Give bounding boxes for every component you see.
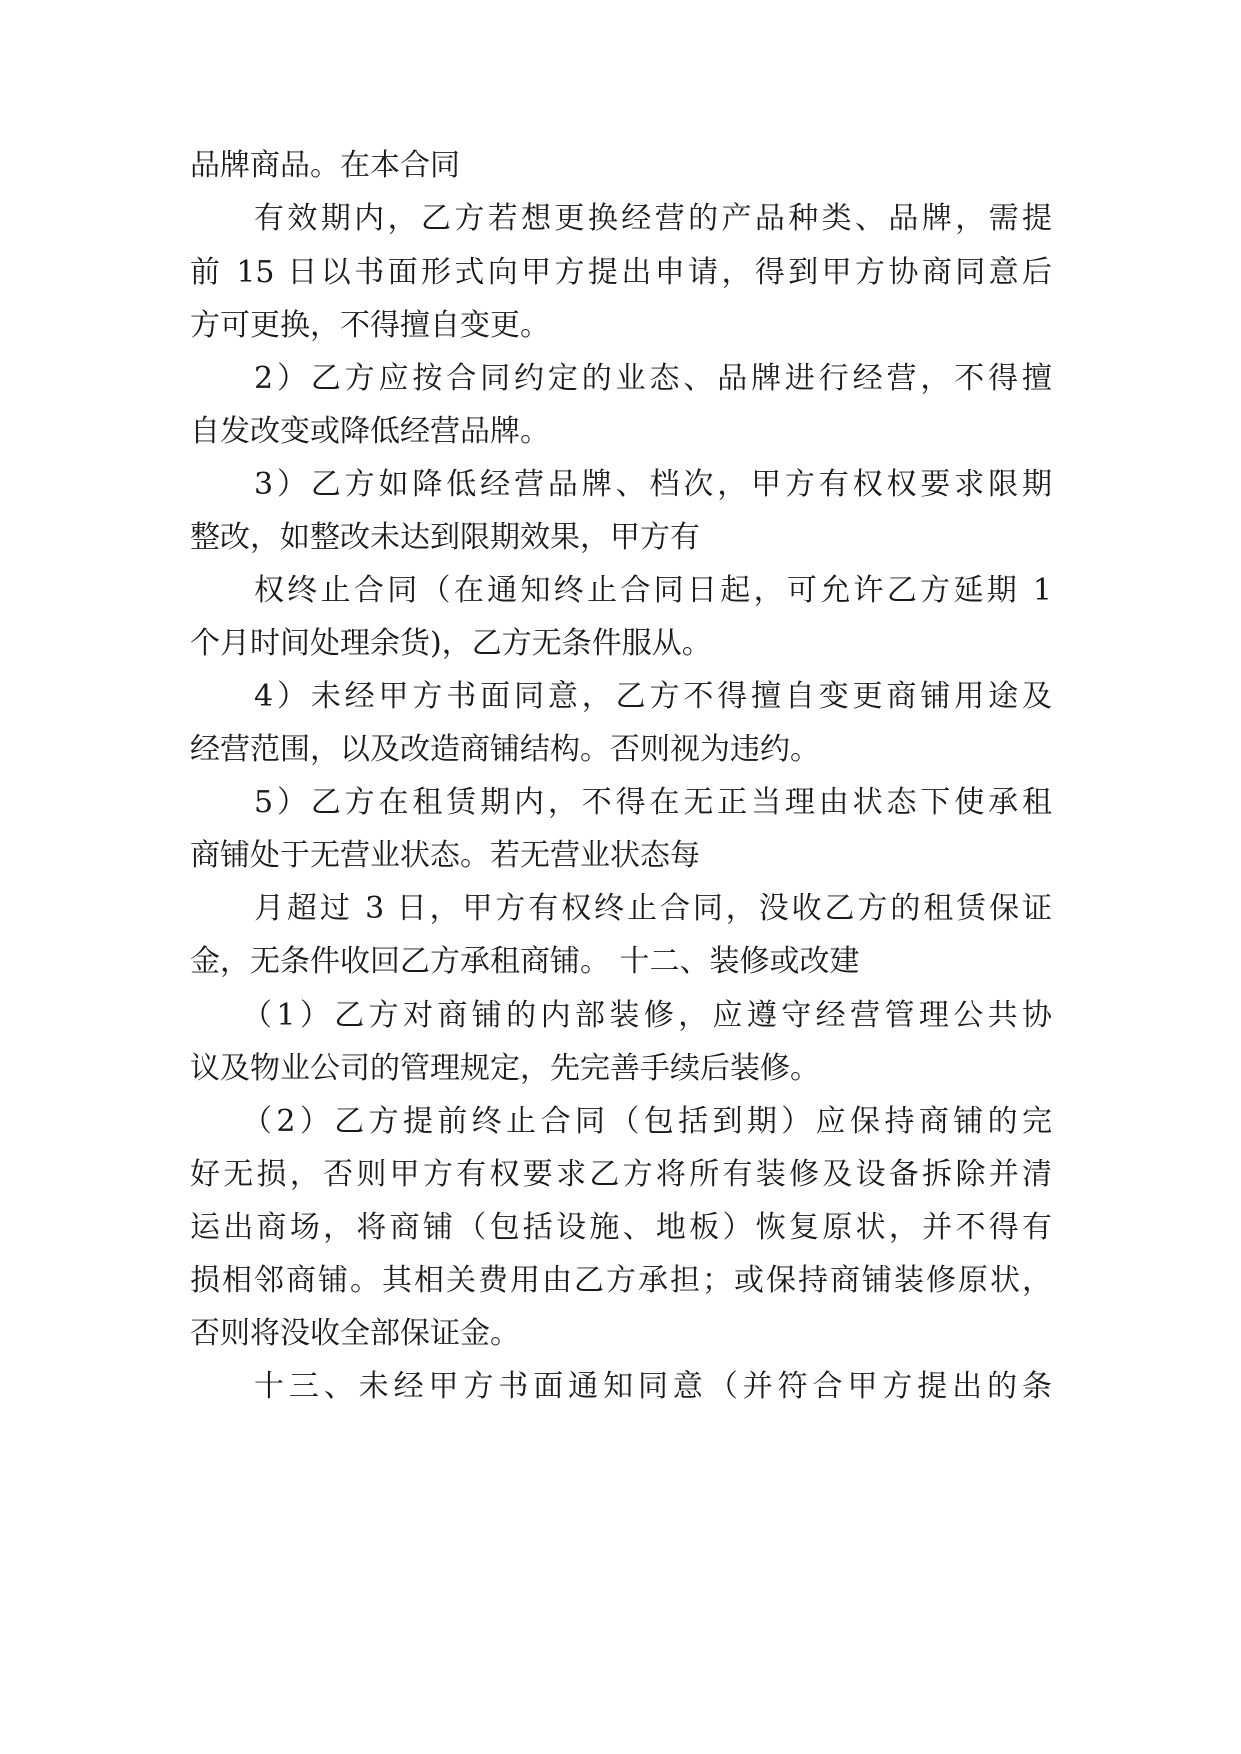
text-line-1: 品牌商品。在本合同 (190, 148, 460, 183)
text-line-21: 运出商场，将商铺（包括设施、地板）恢复原状，并不得有 (190, 1210, 1052, 1245)
text-line-17: （1）乙方对商铺的内部装修，应遵守经营管理公共协 (242, 998, 1052, 1033)
text-line-3: 前 15 日以书面形式向甲方提出申请，得到甲方协商同意后 (190, 255, 1052, 290)
text-line-16: 金，无条件收回乙方承租商铺。 十二、装修或改建 (190, 944, 860, 979)
text-line-4: 方可更换，不得擅自变更。 (190, 308, 550, 343)
text-line-2: 有效期内，乙方若想更换经营的产品种类、品牌，需提 (254, 201, 1052, 236)
text-line-11: 4）未经甲方书面同意，乙方不得擅自变更商铺用途及 (254, 679, 1052, 714)
text-line-5: 2）乙方应按合同约定的业态、品牌进行经营，不得擅 (254, 361, 1052, 396)
text-line-19: （2）乙方提前终止合同（包括到期）应保持商铺的完 (242, 1104, 1052, 1139)
text-line-24: 十三、未经甲方书面通知同意（并符合甲方提出的条 (254, 1369, 1052, 1404)
text-line-9: 权终止合同（在通知终止合同日起，可允许乙方延期 1 (254, 573, 1052, 608)
text-line-18: 议及物业公司的管理规定，先完善手续后装修。 (190, 1051, 820, 1086)
text-line-8: 整改，如整改未达到限期效果，甲方有 (190, 520, 700, 555)
text-line-10: 个月时间处理余货)，乙方无条件服从。 (190, 626, 712, 661)
text-line-22: 损相邻商铺。其相关费用由乙方承担；或保持商铺装修原状， (190, 1263, 1052, 1298)
text-line-20: 好无损，否则甲方有权要求乙方将所有装修及设备拆除并清 (190, 1157, 1052, 1192)
text-line-23: 否则将没收全部保证金。 (190, 1316, 520, 1351)
text-line-14: 商铺处于无营业状态。若无营业状态每 (190, 838, 700, 873)
text-line-6: 自发改变或降低经营品牌。 (190, 414, 550, 449)
text-line-15: 月超过 3 日，甲方有权终止合同，没收乙方的租赁保证 (254, 891, 1052, 926)
text-line-12: 经营范围，以及改造商铺结构。否则视为违约。 (190, 732, 820, 767)
text-line-13: 5）乙方在租赁期内，不得在无正当理由状态下使承租 (254, 785, 1052, 820)
text-line-7: 3）乙方如降低经营品牌、档次，甲方有权权要求限期 (254, 467, 1052, 502)
